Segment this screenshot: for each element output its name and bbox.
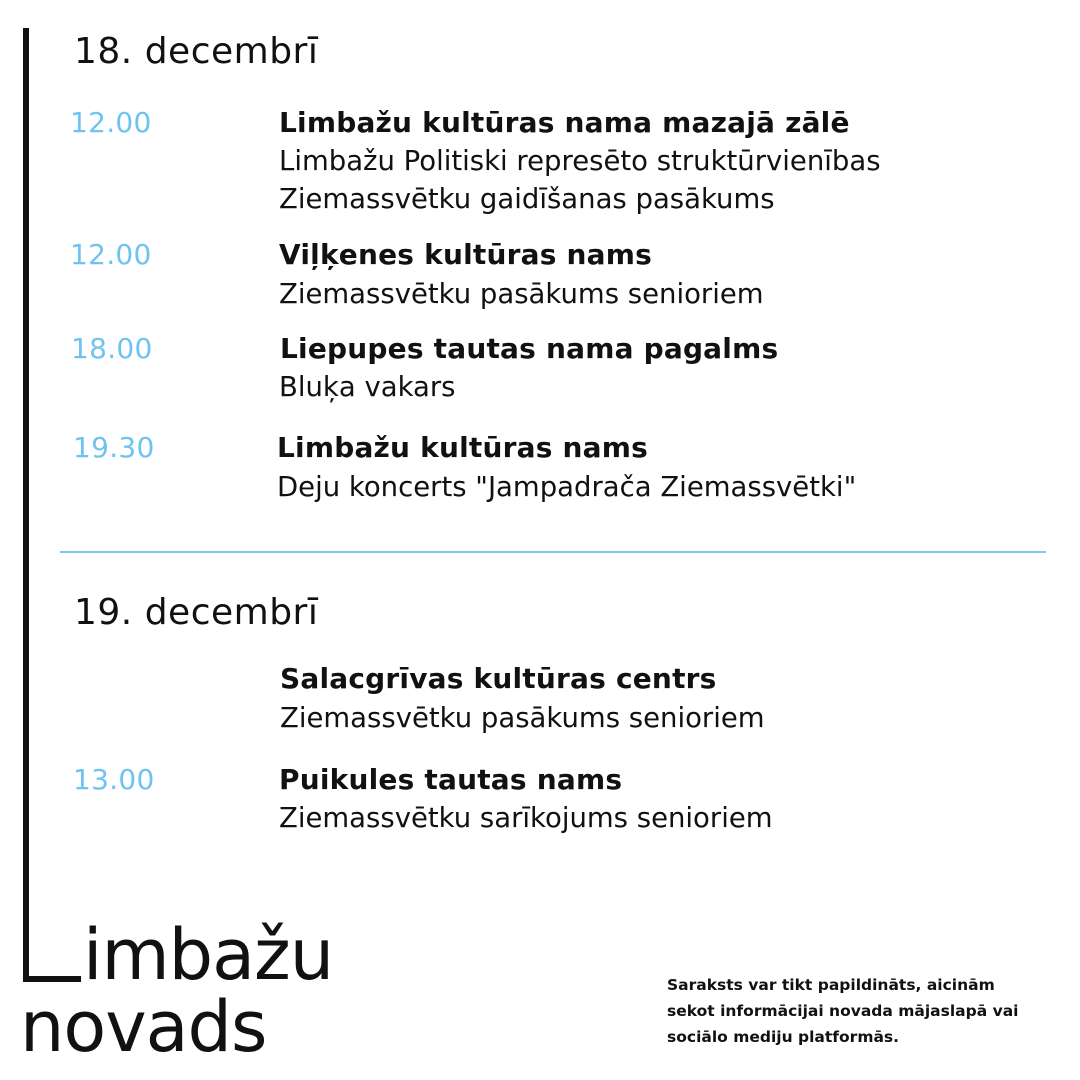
event-description-line: Ziemassvētku pasākums senioriem — [279, 278, 764, 310]
event-venue: Salacgrīvas kultūras centrs — [280, 662, 717, 695]
event-time: 19.30 — [73, 431, 155, 464]
event-description-line: Bluķa vakars — [279, 371, 456, 403]
event-time: 12.00 — [70, 106, 152, 139]
event-venue: Limbažu kultūras nama mazajā zālē — [279, 106, 850, 139]
event-description — [279, 275, 764, 313]
event-description — [279, 368, 456, 406]
event-venue: Liepupes tautas nama pagalms — [280, 332, 779, 365]
event-venue: Viļķenes kultūras nams — [279, 238, 652, 271]
event-description-line: Ziemassvētku sarīkojums senioriem — [279, 802, 773, 834]
day-1-date: 18. decembrī — [74, 31, 319, 72]
vertical-rule — [23, 28, 29, 982]
event-venue: Puikules tautas nams — [279, 763, 623, 796]
event-description — [279, 799, 773, 837]
logo-line-1: imbažu — [83, 914, 334, 996]
event-time: 12.00 — [70, 238, 152, 271]
event-venue: Limbažu kultūras nams — [277, 431, 648, 464]
event-description-line: Ziemassvētku pasākums senioriem — [280, 702, 765, 734]
event-time: 18.00 — [71, 332, 153, 365]
event-description — [280, 699, 765, 737]
event-description — [277, 468, 856, 506]
event-description-line: Ziemassvētku gaidīšanas pasākums — [279, 183, 775, 215]
event-description-line: Deju koncerts "Jampadrača Ziemassvētki" — [277, 471, 857, 503]
logo-line-2: novads — [20, 986, 267, 1068]
footer-note: Saraksts var tikt papildināts, aicinām sekot informācijai novada mājaslapā vai sociālo mediju platformās. — [667, 976, 1019, 1046]
event-description-line: Limbažu Politiski represēto struktūrvienības — [279, 145, 881, 177]
event-time: 13.00 — [73, 763, 155, 796]
day-2-date: 19. decembrī — [74, 592, 319, 633]
day-divider — [60, 551, 1046, 553]
logo-l-base — [23, 976, 81, 982]
event-description — [279, 142, 881, 218]
